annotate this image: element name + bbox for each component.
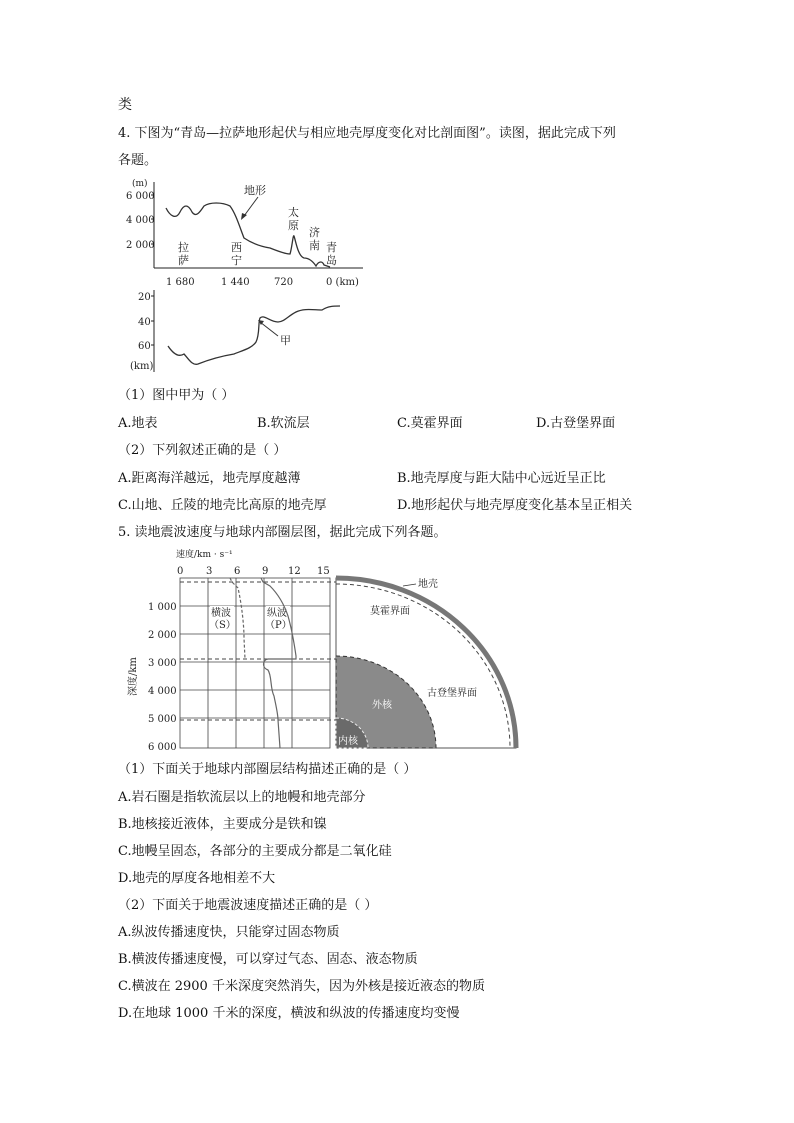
x-tick: 1 440: [221, 277, 250, 288]
s-wave-label: 横波: [211, 608, 231, 619]
bottom-y-tick: 60: [138, 341, 151, 352]
crust-label: 地壳: [418, 579, 438, 590]
q4-sub1-option[interactable]: D.古登堡界面: [536, 416, 616, 431]
top-y-unit: (m): [132, 179, 148, 189]
q5-sub2-option[interactable]: A.纵波传播速度快，只能穿过固态物质: [118, 925, 340, 940]
p-wave-curve: [261, 578, 296, 748]
top-y-tick: 4 000: [126, 215, 155, 226]
q4-sub1-option[interactable]: B.软流层: [257, 416, 310, 431]
jia-label: 甲: [280, 334, 291, 347]
place-lasa: 拉: [178, 241, 189, 254]
terrain-label: 地形: [244, 184, 266, 197]
q5-sub1-option[interactable]: C.地幔呈固态，各部分的主要成分都是二氧化硅: [118, 844, 392, 859]
page-fragment-text: 类: [118, 97, 132, 113]
q5-sub2-option[interactable]: B.横波传播速度慢，可以穿过气态、固态、液态物质: [118, 952, 418, 967]
earth-layers-diagram: [336, 578, 516, 748]
depth-axis-label: 深度/km: [128, 657, 139, 696]
depth-tick: 6 000: [148, 742, 177, 753]
crust-thickness-line: [168, 306, 340, 364]
q4-sub2-option[interactable]: A.距离海洋越远，地壳厚度越薄: [118, 471, 301, 486]
q4-sub2-option[interactable]: C.山地、丘陵的地壳比高原的地壳厚: [118, 498, 327, 513]
q4-stem-line1: 4. 下图为“青岛—拉萨地形起伏与相应地壳厚度变化对比剖面图”。读图，据此完成下列: [118, 126, 616, 141]
q5-sub1-option[interactable]: D.地壳的厚度各地相差不大: [118, 871, 276, 886]
terrain-line: [166, 203, 330, 267]
speed-tick: 15: [317, 566, 330, 577]
q4-sub2-option[interactable]: B.地壳厚度与距大陆中心远近呈正比: [397, 471, 606, 486]
inner-core-label: 内核: [338, 736, 358, 747]
outer-core-label: 外核: [372, 700, 392, 711]
place-jinan: 济: [309, 226, 320, 239]
place-taiyuan: 原: [288, 219, 299, 232]
depth-tick: 3 000: [148, 658, 177, 669]
place-xining: 西: [231, 241, 242, 254]
speed-tick: 9: [262, 566, 269, 577]
moho-label: 莫霍界面: [370, 606, 410, 617]
q5-sub1-option[interactable]: A.岩石圈是指软流层以上的地幔和地壳部分: [118, 790, 366, 805]
place-qingdao: 岛: [326, 254, 337, 267]
depth-tick: 5 000: [148, 714, 177, 725]
q5-sub1-question: （1）下面关于地球内部圈层结构描述正确的是（ ）: [118, 762, 417, 777]
x-tick: 0 (km): [326, 277, 359, 288]
x-tick: 720: [274, 277, 294, 288]
top-y-tick: 6 000: [126, 191, 155, 202]
q4-sub2-question: （2）下列叙述正确的是（ ）: [118, 443, 287, 458]
place-lasa: 萨: [178, 254, 189, 267]
place-qingdao: 青: [326, 241, 337, 254]
gutenberg-label: 古登堡界面: [427, 688, 477, 699]
bottom-y-tick: 20: [138, 292, 151, 303]
q5-sub2-question: （2）下面关于地震波速度描述正确的是（ ）: [118, 898, 378, 913]
top-y-tick: 2 000: [126, 240, 155, 251]
q4-stem-line2: 各题。: [118, 153, 158, 168]
speed-tick: 12: [288, 566, 301, 577]
depth-tick: 2 000: [148, 630, 177, 641]
speed-tick: 3: [206, 566, 213, 577]
q4-sub2-option[interactable]: D.地形起伏与地壳厚度变化基本呈正相关: [397, 498, 633, 513]
q5-sub2-option[interactable]: D.在地球 1000 千米的深度，横波和纵波的传播速度均变慢: [118, 1006, 460, 1021]
q4-sub1-option[interactable]: A.地表: [118, 416, 158, 431]
place-jinan: 南: [309, 239, 320, 252]
p-wave-label: 纵波: [267, 608, 287, 619]
bottom-y-unit: (km): [130, 361, 154, 372]
speed-tick: 6: [234, 566, 241, 577]
speed-tick: 0: [177, 566, 184, 577]
p-wave-label: （P）: [265, 620, 292, 631]
x-tick: 1 680: [166, 277, 195, 288]
q5-sub2-option[interactable]: C.横波在 2900 千米深度突然消失，因为外核是接近液态的物质: [118, 979, 485, 994]
seismic-figure: [118, 546, 528, 756]
bottom-y-tick: 40: [138, 317, 151, 328]
q5-sub1-option[interactable]: B.地核接近液体，主要成分是铁和镍: [118, 817, 327, 832]
speed-axis-label: 速度/km · s⁻¹: [176, 550, 233, 560]
place-taiyuan: 太: [288, 206, 299, 219]
depth-tick: 1 000: [148, 602, 177, 613]
place-xining: 宁: [231, 254, 242, 267]
q4-sub1-question: （1）图中甲为（ ）: [118, 388, 235, 403]
depth-tick: 4 000: [148, 686, 177, 697]
q4-sub1-option[interactable]: C.莫霍界面: [397, 416, 463, 431]
s-wave-label: （S）: [209, 620, 236, 631]
profile-figure: [118, 172, 378, 378]
q5-stem: 5. 读地震波速度与地球内部圈层图，据此完成下列各题。: [118, 525, 447, 540]
